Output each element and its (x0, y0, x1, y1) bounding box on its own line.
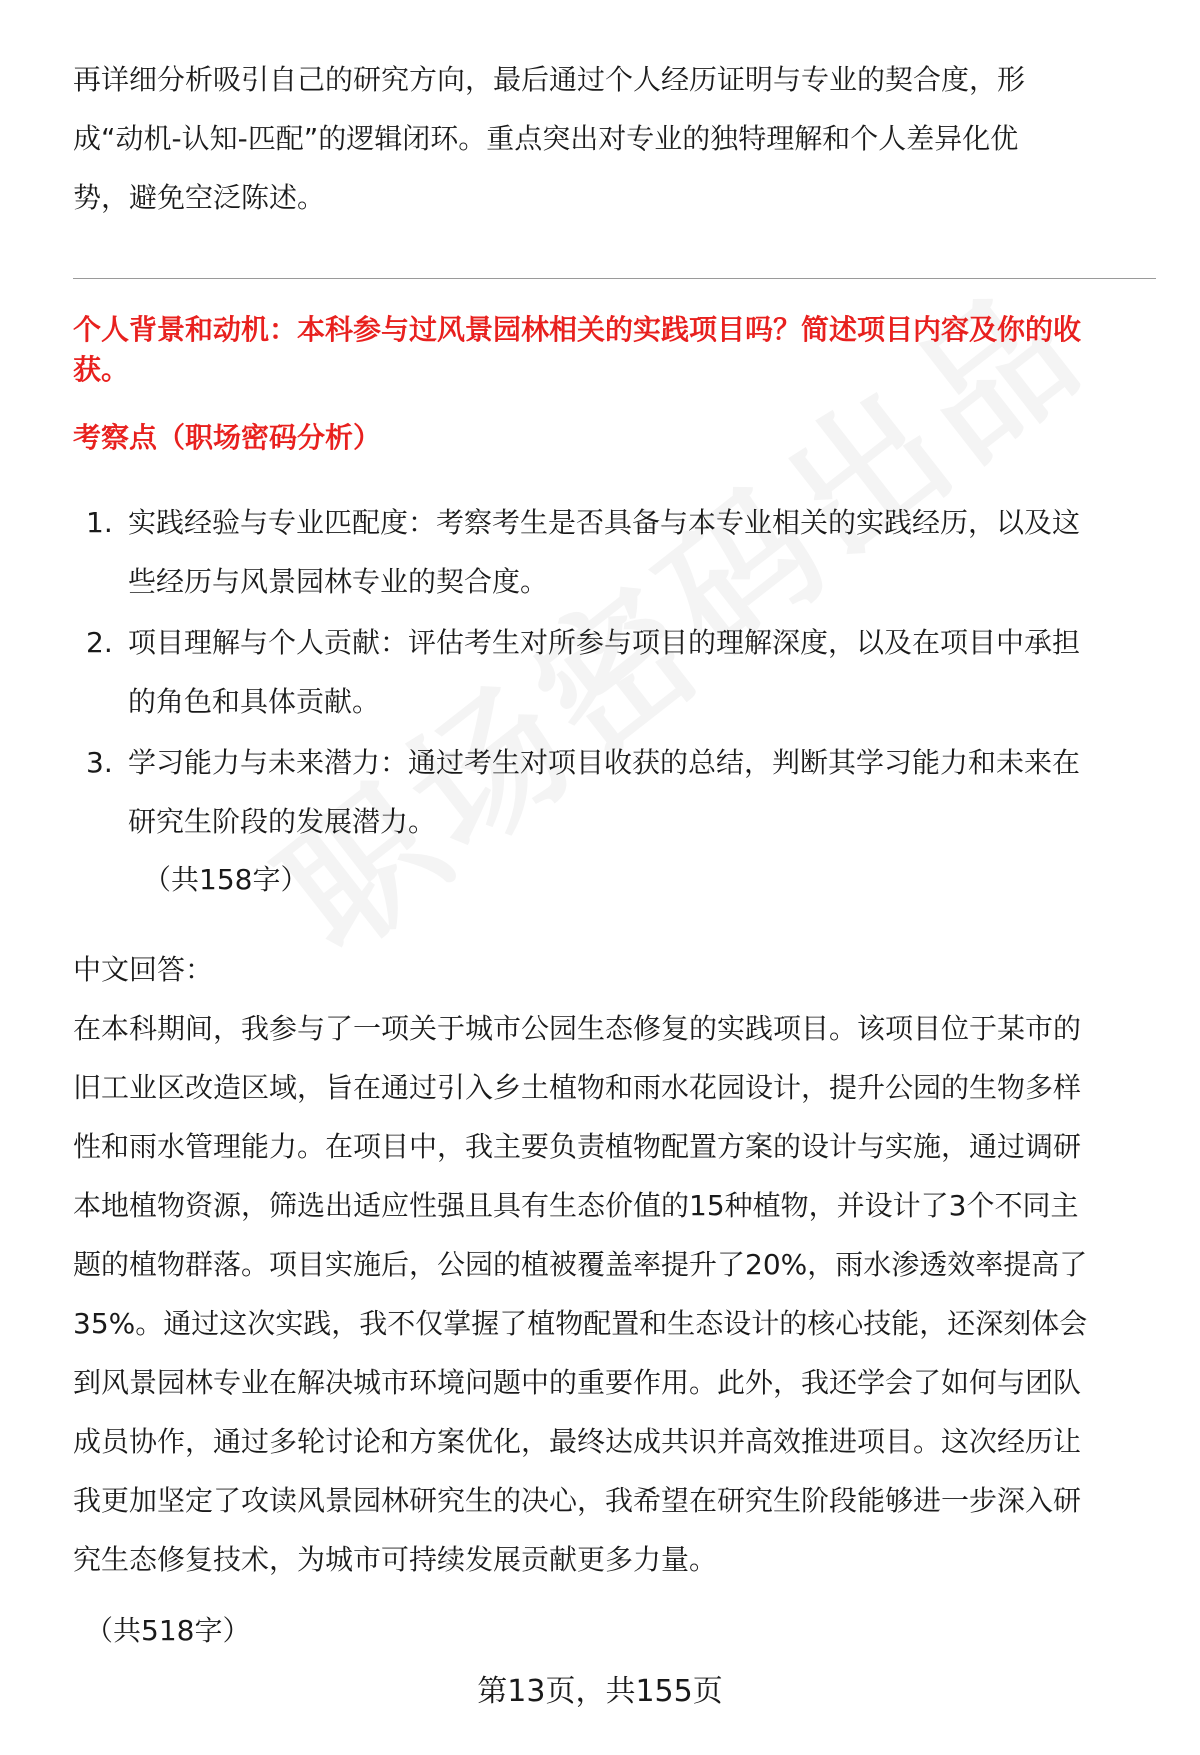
question-line: 个人背景和动机：本科参与过风景园林相关的实践项目吗？简述项目内容及你的收 (73, 313, 1082, 346)
intro-line: 势，避免空泛陈述。 (73, 181, 326, 214)
intro-line: 再详细分析吸引自己的研究方向，最后通过个人经历证明与专业的契合度，形 (73, 63, 1026, 96)
section-divider (73, 278, 1156, 279)
exam-points-list (73, 493, 1153, 853)
list-item (73, 733, 1153, 851)
answer-line: 35%。通过这次实践，我不仅掌握了植物配置和生态设计的核心技能，还深刻体会 (73, 1307, 1088, 1340)
answer-line: 究生态修复技术，为城市可持续发展贡献更多力量。 (73, 1543, 718, 1576)
answer-label: 中文回答： (73, 953, 214, 986)
list-item-line: 实践经验与专业匹配度：考察考生是否具备与本专业相关的实践经历，以及这 (128, 506, 1081, 539)
list-item-line: 项目理解与个人贡献：评估考生对所参与项目的理解深度，以及在项目中承担 (128, 626, 1081, 659)
exam-points-char-count: （共158字） (143, 863, 309, 896)
list-item-line: 学习能力与未来潜力：通过考生对项目收获的总结，判断其学习能力和未来在 (128, 746, 1081, 779)
answer-line: 性和雨水管理能力。在项目中，我主要负责植物配置方案的设计与实施，通过调研 (73, 1130, 1082, 1163)
page-number: 第13页，共155页 (477, 1674, 723, 1709)
answer-line: 到风景园林专业在解决城市环境问题中的重要作用。此外，我还学会了如何与团队 (73, 1366, 1082, 1399)
answer-paragraph (73, 999, 1153, 1589)
answer-line: 旧工业区改造区域，旨在通过引入乡土植物和雨水花园设计，提升公园的生物多样 (73, 1071, 1082, 1104)
answer-line: 在本科期间，我参与了一项关于城市公园生态修复的实践项目。该项目位于某市的 (73, 1012, 1082, 1045)
answer-line: 我更加坚定了攻读风景园林研究生的决心，我希望在研究生阶段能够进一步深入研 (73, 1484, 1082, 1517)
answer-line: 本地植物资源，筛选出适应性强且具有生态价值的15种植物，并设计了3个不同主 (73, 1189, 1079, 1222)
exam-points-heading: 考察点（职场密码分析） (73, 421, 382, 454)
question-line: 获。 (73, 353, 130, 386)
list-item-line: 的角色和具体贡献。 (128, 685, 381, 718)
intro-line: 成“动机-认知-匹配”的逻辑闭环。重点突出对专业的独特理解和个人差异化优 (73, 122, 1019, 155)
list-item-number: 1. (86, 506, 113, 539)
answer-char-count: （共518字） (85, 1614, 251, 1647)
intro-paragraph (73, 50, 1153, 227)
question-heading (73, 310, 1153, 390)
list-item (73, 493, 1153, 611)
list-item (73, 613, 1153, 731)
answer-line: 成员协作，通过多轮讨论和方案优化，最终达成共识并高效推进项目。这次经历让 (73, 1425, 1082, 1458)
list-item-number: 3. (86, 746, 113, 779)
list-item-number: 2. (86, 626, 113, 659)
list-item-line: 研究生阶段的发展潜力。 (128, 805, 437, 838)
list-item-line: 些经历与风景园林专业的契合度。 (128, 565, 549, 598)
answer-line: 题的植物群落。项目实施后，公园的植被覆盖率提升了20%，雨水渗透效率提高了 (73, 1248, 1088, 1281)
